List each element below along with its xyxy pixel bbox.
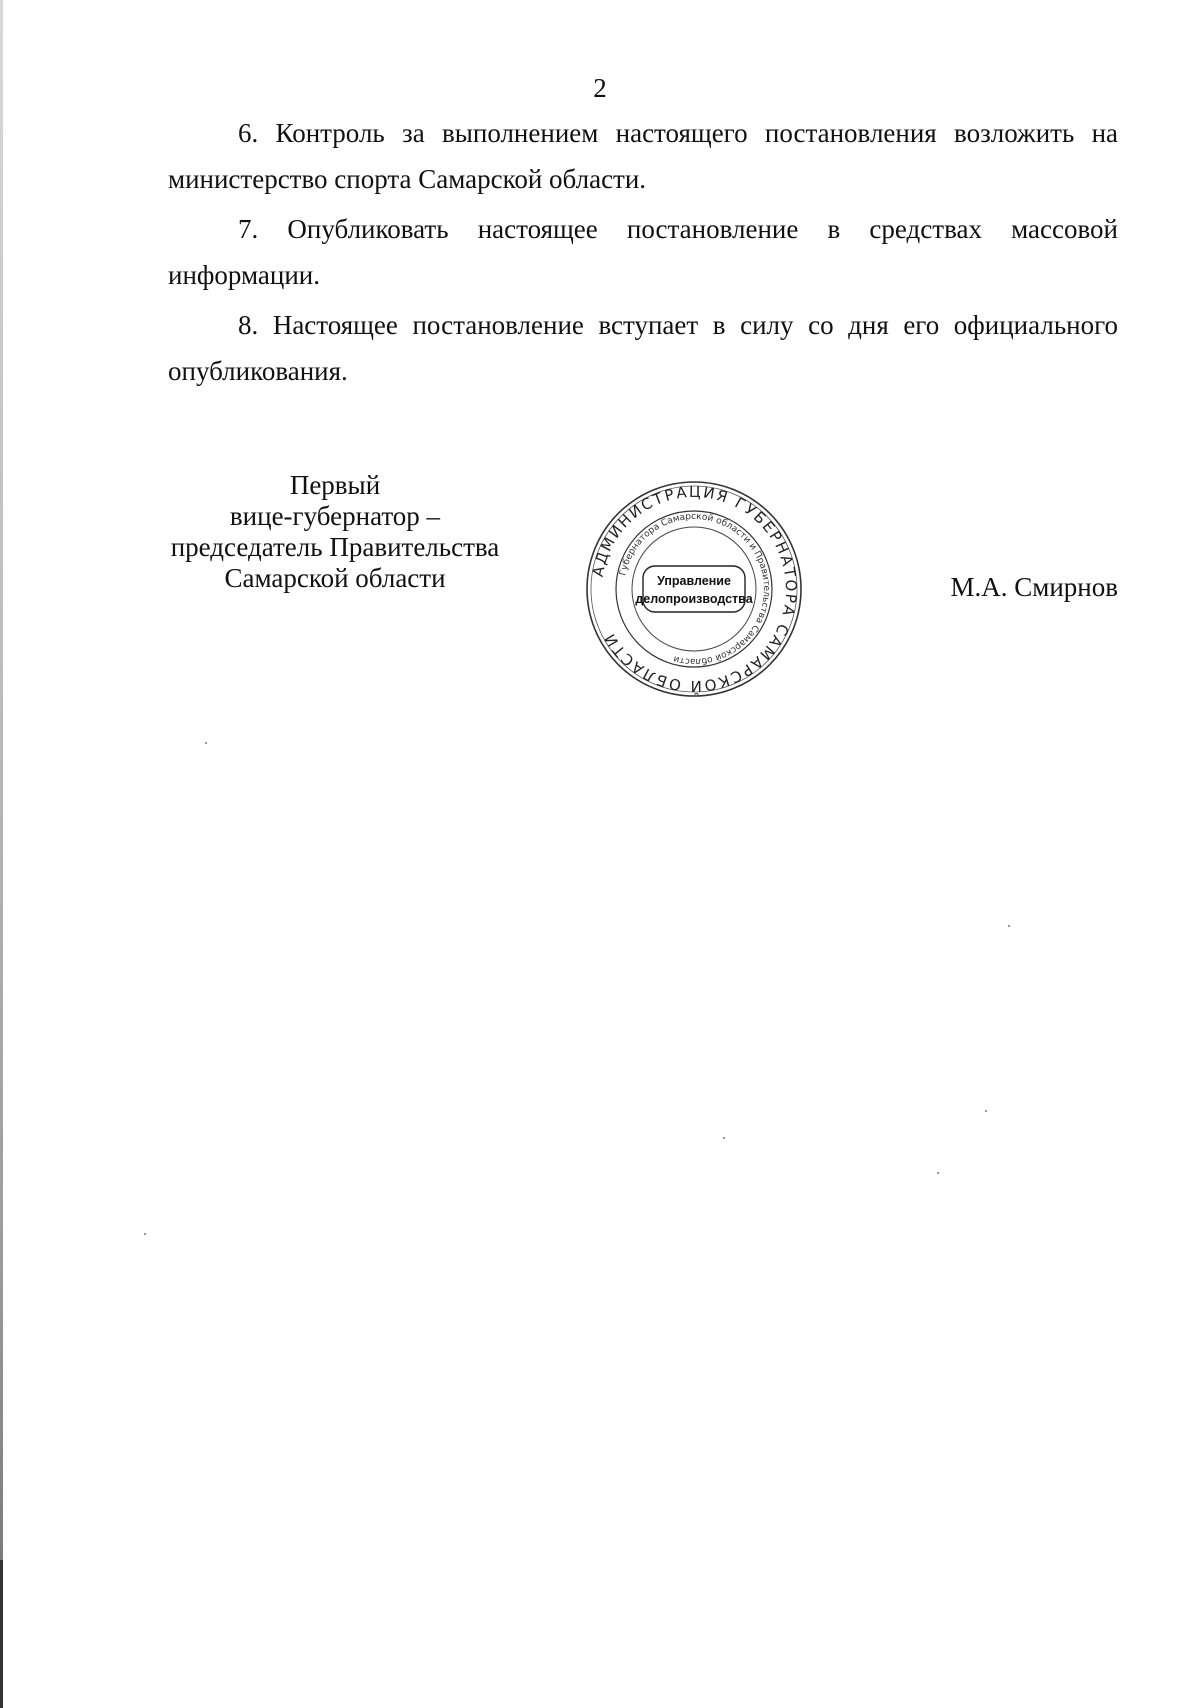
paragraph-7: 7. Опубликовать настоящее постановление в средствах массовой информации.	[168, 214, 1118, 290]
official-seal	[583, 478, 805, 700]
scan-speck	[937, 1172, 939, 1174]
signatory-title-line: вице-губернатор –	[229, 501, 441, 531]
paragraph-6: 6. Контроль за выполнением настоящего постановления возложить на министерство спорта Самарской области.	[168, 118, 1118, 194]
scan-speck	[205, 742, 207, 744]
seal-stamp-icon	[583, 478, 805, 700]
seal-center-line-2: делопроизводства	[635, 592, 753, 606]
paragraph-8: 8. Настоящее постановление вступает в силу со дня его официального опубликования.	[168, 310, 1118, 386]
seal-inner-text: Губернатора Самарской области и Правительства Самарской области	[618, 511, 772, 667]
signer-name: М.А. Смирнов	[950, 572, 1118, 602]
signatory-title	[160, 470, 510, 594]
seal-outer-text: АДМИНИСТРАЦИЯ ГУБЕРНАТОРА САМАРСКОЙ ОБЛАСТИ	[588, 482, 801, 696]
scan-speck	[723, 1137, 725, 1139]
body-text	[168, 110, 1118, 398]
signatory-title-line: Самарской области	[224, 563, 446, 593]
scan-speck	[144, 1233, 146, 1235]
seal-center-line-1: Управление	[657, 574, 731, 588]
page-number: 2	[593, 73, 607, 103]
signatory-title-line: председатель Правительства	[170, 532, 500, 562]
scan-edge-shadow	[0, 0, 3, 1708]
signatory-title-line: Первый	[289, 470, 381, 500]
scan-edge-dark	[0, 1560, 3, 1708]
scan-speck	[985, 1110, 987, 1112]
scan-speck	[1008, 925, 1010, 927]
